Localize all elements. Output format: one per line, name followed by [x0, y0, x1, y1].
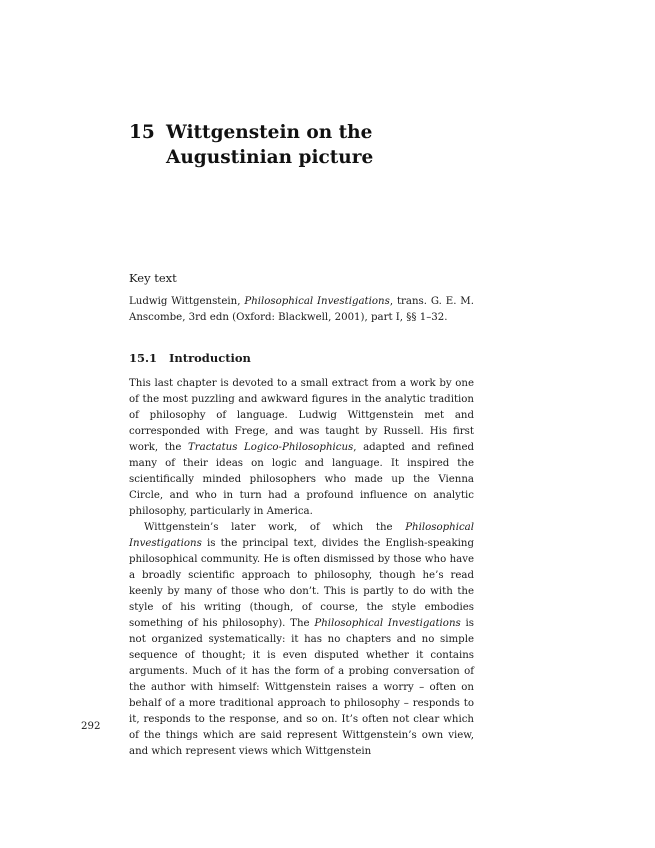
page-number: 292 — [81, 721, 101, 732]
investigations-title-1: Philosophical Investigations — [129, 522, 474, 549]
key-text-author: Ludwig Wittgenstein, — [129, 296, 245, 307]
key-text-work: Philosophical Investigations — [244, 296, 390, 307]
tractatus-title: Tractatus Logico-Philosophicus — [187, 442, 354, 453]
section-heading — [129, 350, 251, 366]
paragraph-2-text-a: Wittgenstein’s later work, of which the — [144, 522, 406, 533]
paragraph-1-text-a: This last chapter is devoted to a small extract from a work by one of the most puzzling and awkward figures in the analytic tradition of philosophy of language. Ludwig Wittgenstein met and corresponded with Frege, and was taught by Russell. His first work, the — [129, 378, 474, 453]
chapter-number: 15 — [129, 122, 155, 143]
section-number: 15.1 — [129, 351, 158, 365]
key-text-details: , trans. G. E. M. Anscombe, 3rd edn (Oxford: Blackwell, 2001), part I, §§ 1–32. — [129, 296, 474, 323]
paragraph-2 — [129, 520, 474, 760]
chapter-heading — [129, 120, 489, 170]
paragraph-2-text-c: is not organized systematically: it has no chapters and no simple sequence of thought; it is even disputed whether it contains arguments. Much of it has the form of a probing conversation of the author with himself: Wittgenstein raises a worry – often on behalf of a more traditional approach to philosophy – responds to it, responds to the response, and so on. It’s often not clear which of the things which are said represent Wittgenstein’s own view, and which represent views which Wittgenstein — [129, 618, 474, 757]
body-text — [129, 376, 474, 760]
key-text-citation — [129, 294, 474, 326]
investigations-title-2: Philosophical Investigations — [314, 618, 461, 629]
paragraph-1 — [129, 376, 474, 520]
paragraph-2-text-b: is the principal text, divides the English-speaking philosophical community. He is often dismissed by those who have a broadly scientific approach to philosophy, though he’s read keenly by many of those who don’t. This is partly to do with the style of his writing (though, of course, the style embodies something of his philosophy). The — [129, 538, 474, 629]
chapter-title: Wittgenstein on the Augustinian picture — [166, 122, 374, 168]
paragraph-1-text-b: , adapted and refined many of their ideas on logic and language. It inspired the scientifically minded philosophers who made up the Vienna Circle, and who in turn had a profound influence on analytic philosophy, particularly in America. — [129, 442, 475, 517]
section-title: Introduction — [169, 351, 251, 365]
key-text-heading: Key text — [129, 271, 177, 285]
